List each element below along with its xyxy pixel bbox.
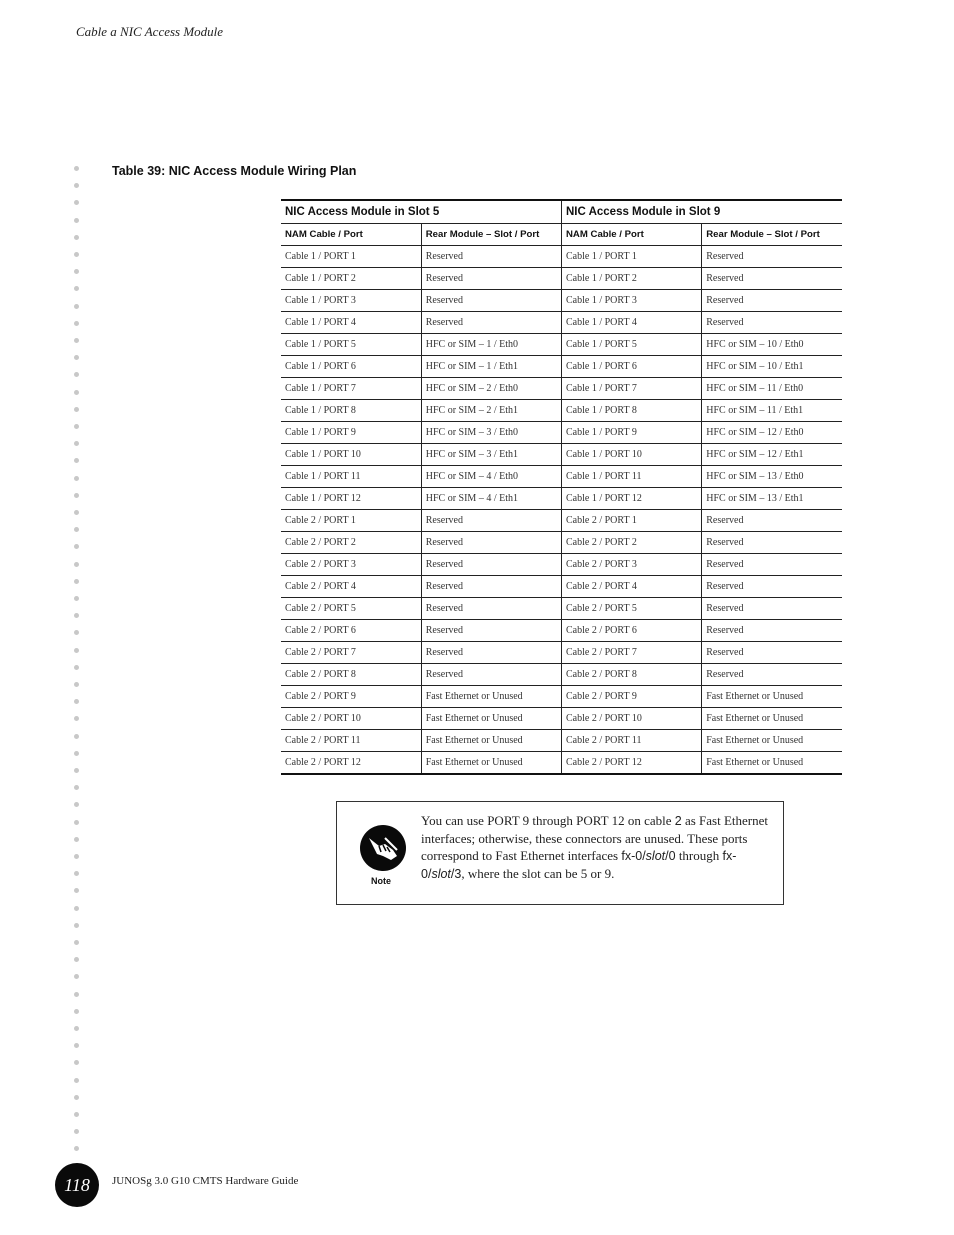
column-header-nam-cable-port: NAM Cable / Port: [281, 224, 421, 246]
cell-rear-module-slot-port: Fast Ethernet or Unused: [702, 730, 842, 752]
column-header-rear-module-slot-port: Rear Module – Slot / Port: [702, 224, 842, 246]
table-row: [281, 268, 842, 290]
table-row: [281, 400, 842, 422]
table-row: [281, 664, 842, 686]
cell-nam-cable-port: Cable 1 / PORT 7: [562, 378, 702, 400]
cell-rear-module-slot-port: Reserved: [702, 642, 842, 664]
cell-nam-cable-port: Cable 2 / PORT 4: [562, 576, 702, 598]
cell-rear-module-slot-port: Reserved: [702, 510, 842, 532]
table-column-header-row: [281, 224, 842, 246]
margin-dot: [74, 562, 79, 567]
group-header-slot-9: NIC Access Module in Slot 9: [562, 200, 843, 224]
margin-dot: [74, 871, 79, 876]
margin-dot: [74, 1009, 79, 1014]
margin-dot: [74, 579, 79, 584]
table-row: [281, 730, 842, 752]
cell-nam-cable-port: Cable 2 / PORT 9: [281, 686, 421, 708]
margin-dot: [74, 372, 79, 377]
margin-dot: [74, 1078, 79, 1083]
running-header: Cable a NIC Access Module: [76, 24, 224, 39]
cell-rear-module-slot-port: Fast Ethernet or Unused: [421, 686, 561, 708]
table-row: [281, 488, 842, 510]
cell-rear-module-slot-port: HFC or SIM – 1 / Eth1: [421, 356, 561, 378]
margin-dot: [74, 424, 79, 429]
iface-suffix: /0: [665, 849, 676, 863]
margin-dot: [74, 906, 79, 911]
table-row: [281, 532, 842, 554]
cell-rear-module-slot-port: Reserved: [702, 532, 842, 554]
margin-dot: [74, 1095, 79, 1100]
margin-dot: [74, 716, 79, 721]
margin-dot: [74, 355, 79, 360]
cell-rear-module-slot-port: HFC or SIM – 11 / Eth0: [702, 378, 842, 400]
cell-rear-module-slot-port: HFC or SIM – 4 / Eth0: [421, 466, 561, 488]
margin-dot: [74, 596, 79, 601]
table-body: [281, 246, 842, 775]
margin-dot: [74, 458, 79, 463]
cell-nam-cable-port: Cable 2 / PORT 6: [562, 620, 702, 642]
margin-dot: [74, 304, 79, 309]
iface-prefix: fx-0/: [621, 849, 646, 863]
iface-slot-variable: slot: [645, 849, 666, 863]
cell-nam-cable-port: Cable 1 / PORT 7: [281, 378, 421, 400]
table-row: [281, 378, 842, 400]
cell-rear-module-slot-port: Reserved: [421, 576, 561, 598]
cell-rear-module-slot-port: Reserved: [421, 290, 561, 312]
cell-nam-cable-port: Cable 2 / PORT 6: [281, 620, 421, 642]
cell-rear-module-slot-port: Reserved: [702, 246, 842, 268]
cell-rear-module-slot-port: Reserved: [702, 620, 842, 642]
margin-dot: [74, 837, 79, 842]
margin-dot: [74, 527, 79, 532]
iface-slot-variable: slot: [431, 867, 451, 881]
cell-nam-cable-port: Cable 1 / PORT 9: [562, 422, 702, 444]
cell-rear-module-slot-port: HFC or SIM – 2 / Eth1: [421, 400, 561, 422]
cell-rear-module-slot-port: HFC or SIM – 12 / Eth1: [702, 444, 842, 466]
margin-dot: [74, 269, 79, 274]
cell-rear-module-slot-port: HFC or SIM – 10 / Eth0: [702, 334, 842, 356]
margin-dot: [74, 888, 79, 893]
note-text-part: You can use PORT 9 through PORT 12 on cable: [421, 813, 675, 828]
cell-nam-cable-port: Cable 2 / PORT 9: [562, 686, 702, 708]
note-interface-first: [621, 849, 675, 863]
margin-dot: [74, 252, 79, 257]
cell-nam-cable-port: Cable 1 / PORT 9: [281, 422, 421, 444]
footer-book-title: JUNOSg 3.0 G10 CMTS Hardware Guide: [112, 1175, 299, 1187]
table-row: [281, 246, 842, 268]
margin-dot: [74, 544, 79, 549]
margin-dot: [74, 957, 79, 962]
cell-nam-cable-port: Cable 1 / PORT 6: [281, 356, 421, 378]
cell-nam-cable-port: Cable 1 / PORT 2: [562, 268, 702, 290]
cell-rear-module-slot-port: HFC or SIM – 2 / Eth0: [421, 378, 561, 400]
cell-rear-module-slot-port: Reserved: [421, 620, 561, 642]
group-header-slot-5: NIC Access Module in Slot 5: [281, 200, 562, 224]
margin-dot: [74, 218, 79, 223]
margin-dot: [74, 200, 79, 205]
cell-rear-module-slot-port: Reserved: [421, 664, 561, 686]
cell-nam-cable-port: Cable 2 / PORT 3: [562, 554, 702, 576]
margin-dot: [74, 923, 79, 928]
note-cable-number: 2: [674, 814, 682, 828]
margin-dot: [74, 734, 79, 739]
cell-nam-cable-port: Cable 2 / PORT 1: [281, 510, 421, 532]
margin-dot: [74, 1060, 79, 1065]
note-text-part: as Fast Ethernet interfaces; otherwise, these connectors are unused. These ports correspond to Fast Ethernet interfaces: [421, 813, 768, 863]
table-row: [281, 422, 842, 444]
cell-nam-cable-port: Cable 2 / PORT 7: [562, 642, 702, 664]
cell-rear-module-slot-port: Reserved: [702, 664, 842, 686]
table-row: [281, 598, 842, 620]
cell-rear-module-slot-port: Reserved: [421, 642, 561, 664]
margin-dot: [74, 1129, 79, 1134]
cell-nam-cable-port: Cable 2 / PORT 8: [562, 664, 702, 686]
cell-rear-module-slot-port: Reserved: [702, 554, 842, 576]
table-row: [281, 312, 842, 334]
margin-dot: [74, 493, 79, 498]
cell-nam-cable-port: Cable 1 / PORT 6: [562, 356, 702, 378]
cell-nam-cable-port: Cable 2 / PORT 10: [562, 708, 702, 730]
margin-dot: [74, 183, 79, 188]
margin-dot: [74, 992, 79, 997]
cell-rear-module-slot-port: Reserved: [421, 246, 561, 268]
cell-rear-module-slot-port: Reserved: [421, 510, 561, 532]
column-header-rear-module-slot-port: Rear Module – Slot / Port: [421, 224, 561, 246]
cell-rear-module-slot-port: Reserved: [421, 598, 561, 620]
margin-dot: [74, 613, 79, 618]
cell-nam-cable-port: Cable 2 / PORT 12: [281, 752, 421, 775]
margin-dot: [74, 338, 79, 343]
margin-dot: [74, 665, 79, 670]
iface-prefix: fx-0/: [421, 849, 737, 881]
cell-rear-module-slot-port: Reserved: [421, 554, 561, 576]
cell-nam-cable-port: Cable 1 / PORT 1: [562, 246, 702, 268]
cell-rear-module-slot-port: Reserved: [702, 576, 842, 598]
margin-dot: [74, 699, 79, 704]
cell-nam-cable-port: Cable 1 / PORT 10: [281, 444, 421, 466]
cell-rear-module-slot-port: Fast Ethernet or Unused: [706, 757, 804, 768]
note-text-part: , where the slot can be 5 or 9.: [461, 866, 615, 881]
hand-note-icon: [359, 824, 407, 872]
margin-dot: [74, 321, 79, 326]
margin-dot: [74, 286, 79, 291]
cell-rear-module-slot-port: HFC or SIM – 3 / Eth0: [421, 422, 561, 444]
cell-nam-cable-port: Cable 1 / PORT 12: [562, 488, 702, 510]
cell-nam-cable-port: Cable 1 / PORT 4: [562, 312, 702, 334]
cell-rear-module-slot-port: HFC or SIM – 3 / Eth1: [421, 444, 561, 466]
table-row: [281, 752, 842, 775]
page-number-badge: 118: [55, 1163, 99, 1207]
cell-nam-cable-port: Cable 2 / PORT 11: [562, 730, 702, 752]
margin-dot: [74, 768, 79, 773]
table-group-header-row: [281, 200, 842, 224]
margin-dot: [74, 1146, 79, 1151]
cell-rear-module-slot-port: HFC or SIM – 1 / Eth0: [421, 334, 561, 356]
cell-rear-module-slot-port: Reserved: [421, 532, 561, 554]
note-text: [421, 812, 777, 883]
cell-nam-cable-port: Cable 1 / PORT 2: [281, 268, 421, 290]
table-row: [281, 334, 842, 356]
cell-nam-cable-port: Cable 2 / PORT 2: [281, 532, 421, 554]
cell-nam-cable-port: Cable 2 / PORT 8: [281, 664, 421, 686]
cell-nam-cable-port: Cable 2 / PORT 11: [281, 730, 421, 752]
note-text-part: through: [675, 848, 723, 863]
table-row: [281, 620, 842, 642]
table-row: [281, 356, 842, 378]
cell-rear-module-slot-port: Reserved: [702, 290, 842, 312]
margin-dot: [74, 648, 79, 653]
table-row: [281, 554, 842, 576]
table-row: [281, 510, 842, 532]
margin-dot: [74, 854, 79, 859]
cell-nam-cable-port: Cable 1 / PORT 5: [562, 334, 702, 356]
cell-rear-module-slot-port: Fast Ethernet or Unused: [421, 708, 561, 730]
cell-rear-module-slot-port: Reserved: [702, 268, 842, 290]
margin-dot: [74, 974, 79, 979]
cell-nam-cable-port: Cable 1 / PORT 3: [281, 290, 421, 312]
margin-dot: [74, 682, 79, 687]
margin-dot: [74, 630, 79, 635]
margin-dot: [74, 1112, 79, 1117]
wiring-plan-table: [281, 199, 842, 775]
cell-rear-module-slot-port: Reserved: [702, 312, 842, 334]
cell-nam-cable-port: Cable 1 / PORT 10: [562, 444, 702, 466]
cell-nam-cable-port: Cable 2 / PORT 7: [281, 642, 421, 664]
column-header-nam-cable-port: NAM Cable / Port: [562, 224, 702, 246]
margin-dot: [74, 407, 79, 412]
margin-dot: [74, 510, 79, 515]
cell-rear-module-slot-port: Reserved: [421, 312, 561, 334]
cell-nam-cable-port: Cable 2 / PORT 3: [281, 554, 421, 576]
margin-dot: [74, 820, 79, 825]
cell-rear-module-slot-port: Fast Ethernet or Unused: [421, 730, 561, 752]
margin-dot: [74, 235, 79, 240]
margin-dot: [74, 390, 79, 395]
cell-rear-module-slot-port: HFC or SIM – 12 / Eth0: [702, 422, 842, 444]
table-row: [281, 686, 842, 708]
margin-dot: [74, 940, 79, 945]
cell-nam-cable-port: Cable 1 / PORT 5: [281, 334, 421, 356]
margin-dot: [74, 166, 79, 171]
cell-nam-cable-port: Cable 2 / PORT 1: [562, 510, 702, 532]
cell-nam-cable-port: Cable 1 / PORT 8: [281, 400, 421, 422]
table-row: [281, 444, 842, 466]
cell-rear-module-slot-port: Fast Ethernet or Unused: [421, 752, 561, 775]
table-caption: Table 39: NIC Access Module Wiring Plan: [112, 164, 357, 178]
margin-dot: [74, 441, 79, 446]
cell-nam-cable-port: Cable 2 / PORT 10: [281, 708, 421, 730]
cell-nam-cable-port: Cable 1 / PORT 11: [562, 466, 702, 488]
cell-rear-module-slot-port: Fast Ethernet or Unused: [702, 686, 842, 708]
cell-nam-cable-port: Cable 1 / PORT 12: [281, 488, 421, 510]
cell-nam-cable-port: Cable 2 / PORT 5: [281, 598, 421, 620]
note-callout: [336, 801, 784, 905]
cell-nam-cable-port: Cable 2 / PORT 12: [562, 752, 702, 775]
cell-rear-module-slot-port: Reserved: [702, 598, 842, 620]
margin-dot: [74, 476, 79, 481]
cell-nam-cable-port: Cable 1 / PORT 11: [281, 466, 421, 488]
table-row: [281, 466, 842, 488]
margin-dot: [74, 751, 79, 756]
margin-dot: [74, 1026, 79, 1031]
cell-nam-cable-port: Cable 2 / PORT 5: [562, 598, 702, 620]
note-label: Note: [371, 876, 391, 886]
iface-suffix: /3: [450, 867, 462, 881]
cell-nam-cable-port: Cable 1 / PORT 4: [281, 312, 421, 334]
margin-dot: [74, 785, 79, 790]
cell-nam-cable-port: Cable 1 / PORT 8: [562, 400, 702, 422]
cell-rear-module-slot-port: HFC or SIM – 13 / Eth0: [702, 466, 842, 488]
table-row: [281, 642, 842, 664]
margin-dot: [74, 802, 79, 807]
cell-rear-module-slot-port: HFC or SIM – 10 / Eth1: [702, 356, 842, 378]
cell-rear-module-slot-port: Fast Ethernet or Unused: [702, 708, 842, 730]
cell-nam-cable-port: Cable 2 / PORT 2: [562, 532, 702, 554]
cell-rear-module-slot-port: HFC or SIM – 4 / Eth1: [421, 488, 561, 510]
cell-rear-module-slot-port: HFC or SIM – 11 / Eth1: [702, 400, 842, 422]
table-row: [281, 576, 842, 598]
cell-nam-cable-port: Cable 1 / PORT 1: [281, 246, 421, 268]
table-row: [281, 708, 842, 730]
cell-nam-cable-port: Cable 2 / PORT 4: [281, 576, 421, 598]
table-row: [281, 290, 842, 312]
cell-nam-cable-port: Cable 1 / PORT 3: [562, 290, 702, 312]
margin-dot: [74, 1043, 79, 1048]
cell-rear-module-slot-port: HFC or SIM – 13 / Eth1: [702, 488, 842, 510]
cell-rear-module-slot-port: Reserved: [421, 268, 561, 290]
